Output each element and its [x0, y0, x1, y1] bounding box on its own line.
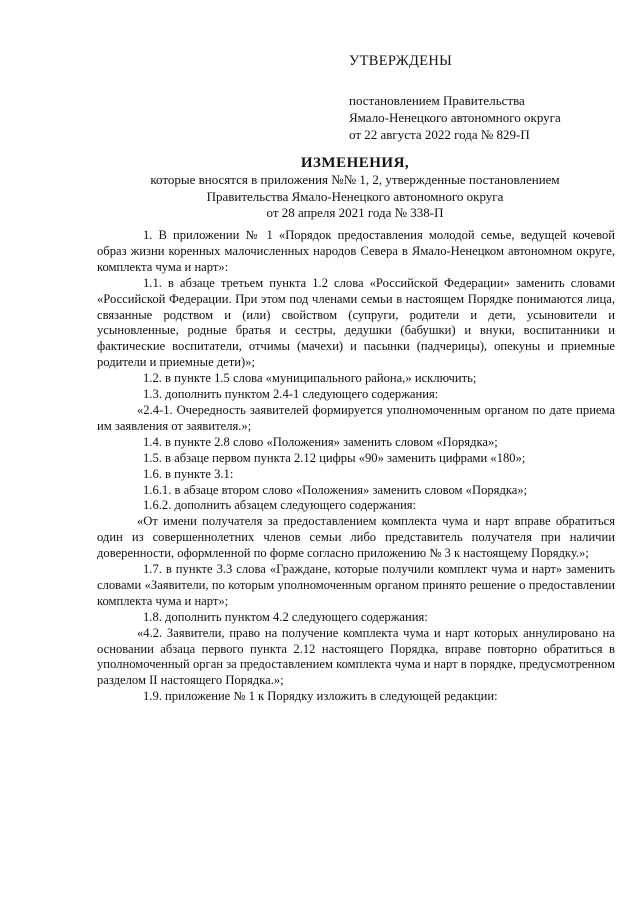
paragraph-1-6: 1.6. в пункте 3.1:: [143, 466, 234, 481]
approval-block: [349, 52, 619, 143]
heading-line-3: от 28 апреля 2021 года № 338-П: [266, 205, 444, 220]
approval-line-1: постановлением Правительства: [349, 93, 525, 108]
document-body: [97, 228, 615, 705]
heading-line-2: Правительства Ямало-Ненецкого автономного округа: [206, 188, 504, 204]
document-heading: [95, 154, 615, 222]
paragraph-1-4: 1.4. в пункте 2.8 слово «Положения» заменить словом «Порядка»;: [143, 434, 498, 449]
paragraph-4-2-text: «4.2. Заявители, право на получение комплекта чума и нарт которых аннулировано на основании абзаца первого пункта 2.12 настоящего Порядка, вправе повторно обратиться в уполномоченный орган за предоставлением комплекта чума и нарт в порядке, предусмотренном разделом II настоящего Порядка.»;: [97, 625, 615, 688]
paragraph-1: 1. В приложении № 1 «Порядок предоставления молодой семье, ведущей кочевой образ жизни коренных малочисленных народов Севера в Ямало-Ненецком автономном округе, комплекта чума и нарт»:: [97, 228, 615, 274]
paragraph-1-3: 1.3. дополнить пунктом 2.4-1 следующего содержания:: [143, 387, 439, 402]
paragraph-2-4-1-text: «2.4-1. Очередность заявителей формируется уполномоченным органом по дате приема им заявления от заявителя.»;: [97, 402, 615, 433]
heading-title: ИЗМЕНЕНИЯ,: [300, 155, 410, 171]
paragraph-1-6-2: 1.6.2. дополнить абзацем следующего содержания:: [143, 498, 417, 513]
heading-line-1: которые вносятся в приложения №№ 1, 2, утвержденные постановлением: [150, 172, 560, 187]
paragraph-1-6-1: 1.6.1. в абзаце втором слово «Положения» заменить словом «Порядка»;: [143, 482, 528, 497]
paragraph-1-2: 1.2. в пункте 1.5 слова «муниципального района,» исключить;: [143, 371, 477, 386]
paragraph-1-7: 1.7. в пункте 3.3 слова «Граждане, которые получили комплект чума и нарт» заменить словами «Заявители, по которым уполномоченным органом принято решение о предоставлении комплекта чума и нарт»;: [97, 562, 615, 608]
paragraph-1-9: 1.9. приложение № 1 к Порядку изложить в следующей редакции:: [143, 689, 498, 704]
paragraph-1-6-2-text: «От имени получателя за предоставлением комплекта чума и нарт вправе обратиться один из совершеннолетних членов семьи либо представитель получателя при наличии доверенности, оформленной по форме согласно приложению № 3 к настоящему Порядку.»;: [97, 514, 615, 561]
approval-line-3: от 22 августа 2022 года № 829-П: [349, 127, 530, 142]
paragraph-1-8: 1.8. дополнить пунктом 4.2 следующего содержания:: [143, 609, 428, 624]
paragraph-1-5: 1.5. в абзаце первом пункта 2.12 цифры «90» заменить цифрами «180»;: [143, 450, 526, 465]
approval-title: УТВЕРЖДЕНЫ: [349, 53, 453, 69]
approval-line-2: Ямало-Ненецкого автономного округа: [349, 110, 561, 125]
paragraph-1-1: 1.1. в абзаце третьем пункта 1.2 слова «Российской Федерации» заменить словами «Российской Федерации. При этом под членами семьи в настоящем Порядке понимаются лица, связанные родством и (или) свойством (супруги, родители и дети, усыновители и усыновленные, родные братья и сестры, дедушки (бабушки) и внуки, воспитанники и фактические воспитатели, отчимы (мачехи) и пасынки (падчерицы), опекуны и приемные родители и приемные дети)»;: [97, 275, 615, 370]
